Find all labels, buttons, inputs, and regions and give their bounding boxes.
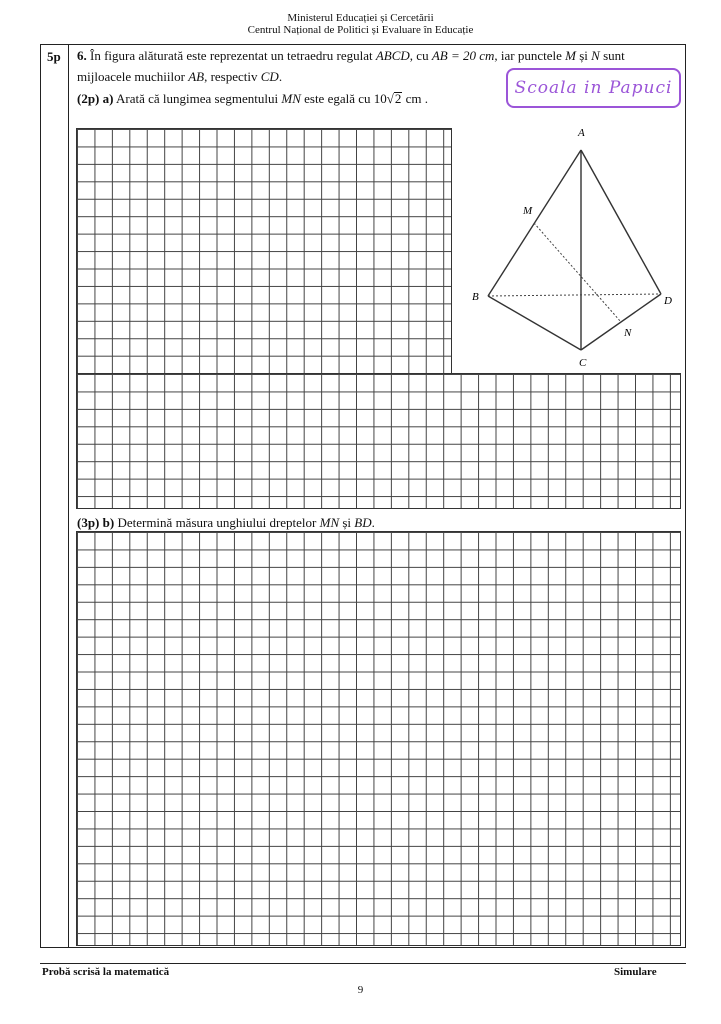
edge-b-d-hidden xyxy=(488,294,661,296)
answer-grid-a-left[interactable] xyxy=(76,128,452,374)
label-b: B xyxy=(472,291,479,303)
answer-grid-a-bottom[interactable] xyxy=(76,373,681,509)
part-b-and: și xyxy=(342,515,352,530)
footer-exam-type: Simulare xyxy=(614,966,657,978)
statement-text-c: , iar punctele xyxy=(494,48,562,63)
sqrt-sign: √ xyxy=(386,91,394,106)
edge-a-d xyxy=(581,150,661,294)
part-b-question xyxy=(77,515,375,531)
part-a-text: Arată că lungimea segmentului xyxy=(116,91,279,106)
edge-ab: AB xyxy=(188,69,205,84)
segment-m-n-hidden xyxy=(534,223,621,322)
center-name: Centrul Național de Politici și Evaluare în Educație xyxy=(247,24,474,36)
sunt-word: sunt xyxy=(603,48,625,63)
label-n: N xyxy=(624,327,632,339)
respectiv-word: , respectiv xyxy=(204,69,258,84)
problem-statement-line1 xyxy=(77,48,625,64)
part-a-question xyxy=(77,91,428,107)
part-b-points: (3p) b) xyxy=(77,515,115,530)
part-b-dot: . xyxy=(371,515,375,530)
part-a-value-radicand: 2 xyxy=(394,91,402,106)
label-c: C xyxy=(579,357,587,369)
watermark-text: Scoala in Papuci xyxy=(514,78,673,98)
ab-equation: AB = 20 cm xyxy=(431,48,495,63)
edge-b-c xyxy=(488,296,581,350)
statement-line2-text: mijloacele muchiilor xyxy=(77,69,185,84)
statement-text-a: În figura alăturată este reprezentat un tetraedru regulat xyxy=(90,48,373,63)
part-a-unit: cm . xyxy=(405,91,429,106)
part-a-points: (2p) a) xyxy=(77,91,114,106)
watermark-stamp xyxy=(506,68,681,108)
part-b-line1: MN xyxy=(319,515,340,530)
ministry-name: Ministerul Educației și Cercetării xyxy=(287,12,434,24)
part-a-text2: este egală cu xyxy=(304,91,371,106)
label-m: M xyxy=(523,205,533,217)
part-a-segment: MN xyxy=(281,91,301,106)
problem-statement-line2 xyxy=(77,69,282,85)
statement-text-b: , cu xyxy=(409,48,429,63)
tetrahedron-figure xyxy=(462,124,684,374)
label-a: A xyxy=(578,127,585,139)
part-b-line2: BD xyxy=(354,515,372,530)
part-b-text: Determină măsura unghiului dreptelor xyxy=(117,515,317,530)
points-column xyxy=(41,45,69,947)
page-number: 9 xyxy=(357,984,364,996)
problem-number: 6. xyxy=(77,48,87,63)
tetra-name: ABCD xyxy=(375,48,410,63)
answer-grid-b[interactable] xyxy=(76,531,681,946)
footer-exam-title: Probă scrisă la matematică xyxy=(42,966,170,978)
part-a-value-coef: 10 xyxy=(373,91,387,106)
point-m: M xyxy=(565,48,576,63)
label-d: D xyxy=(664,295,672,307)
footer-rule xyxy=(40,963,686,964)
point-n: N xyxy=(591,48,600,63)
document-header xyxy=(0,12,721,36)
and-word: și xyxy=(579,48,588,63)
problem-points: 5p xyxy=(47,49,61,64)
edge-cd: CD xyxy=(260,69,279,84)
statement-dot: . xyxy=(278,69,283,84)
